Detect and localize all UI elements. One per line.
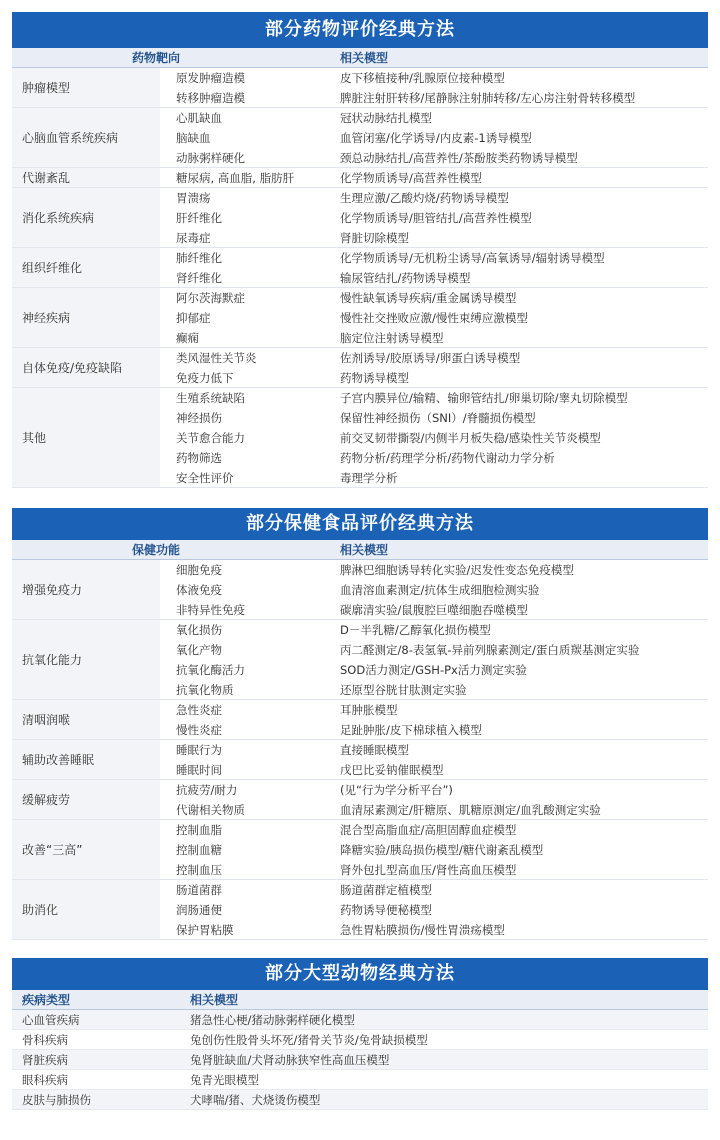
model-cell: 戊巴比妥钠催眠模型 bbox=[340, 763, 444, 777]
model-cell: 化学物质诱导/高营养性模型 bbox=[340, 171, 482, 185]
target-cell: 睡眠时间 bbox=[176, 763, 222, 777]
table-row bbox=[12, 328, 708, 348]
table-row bbox=[12, 88, 708, 108]
model-cell: 皮下移植接种/乳腺原位接种模型 bbox=[340, 71, 505, 85]
health-col2-header: 相关模型 bbox=[340, 543, 389, 557]
table-row bbox=[12, 468, 708, 488]
group-name: 抗氧化能力 bbox=[12, 620, 160, 699]
table-row bbox=[12, 1030, 708, 1050]
group-name: 其他 bbox=[12, 388, 160, 487]
group-block bbox=[12, 700, 708, 740]
model-cell: 还原型谷胱甘肽测定实验 bbox=[340, 683, 467, 697]
table-row bbox=[12, 168, 708, 188]
model-cell: 兔青光眼模型 bbox=[190, 1073, 259, 1087]
model-cell: 猪急性心梗/猪动脉粥样硬化模型 bbox=[190, 1013, 355, 1027]
table-row bbox=[12, 560, 708, 580]
group-block bbox=[12, 288, 708, 348]
target-cell: 保护胃粘膜 bbox=[176, 923, 234, 937]
group-block bbox=[12, 740, 708, 780]
model-cell: 耳肿胀模型 bbox=[340, 703, 398, 717]
model-cell: 足趾肿胀/皮下棉球植入模型 bbox=[340, 723, 482, 737]
target-cell: 润肠通便 bbox=[176, 903, 222, 917]
table-row bbox=[12, 700, 708, 720]
target-cell: 心肌缺血 bbox=[176, 111, 222, 125]
table-row bbox=[12, 288, 708, 308]
target-cell: 代谢相关物质 bbox=[176, 803, 245, 817]
target-cell: 氧化产物 bbox=[176, 643, 222, 657]
group-name: 代谢紊乱 bbox=[12, 168, 160, 187]
target-cell: 药物筛选 bbox=[176, 451, 222, 465]
model-cell: 佐剂诱导/胶原诱导/卵蛋白诱导模型 bbox=[340, 351, 521, 365]
model-cell: 肾脏切除模型 bbox=[340, 231, 409, 245]
health-col1-header: 保健功能 bbox=[132, 543, 181, 557]
target-cell: 肝纤维化 bbox=[176, 211, 222, 225]
model-cell: 子宫内膜异位/输精、输卵管结扎/卵巢切除/睾丸切除模型 bbox=[340, 391, 628, 405]
group-block bbox=[12, 68, 708, 108]
target-cell: 癫痫 bbox=[176, 331, 199, 345]
target-cell: 类风湿性关节炎 bbox=[176, 351, 257, 365]
table-row bbox=[12, 900, 708, 920]
group-block bbox=[12, 388, 708, 488]
table-row bbox=[12, 580, 708, 600]
model-cell: 化学物质诱导/无机粉尘诱导/高氧诱导/辐射诱导模型 bbox=[340, 251, 605, 265]
model-cell: 冠状动脉结扎模型 bbox=[340, 111, 432, 125]
target-cell: 肠道菌群 bbox=[176, 883, 222, 897]
target-cell: 睡眠行为 bbox=[176, 743, 222, 757]
table-row bbox=[12, 128, 708, 148]
table-row bbox=[12, 780, 708, 800]
target-cell: 慢性炎症 bbox=[176, 723, 222, 737]
model-cell: (见“行为学分析平台”) bbox=[340, 783, 453, 797]
large-col1-header: 疾病类型 bbox=[22, 993, 71, 1007]
target-cell: 生殖系统缺陷 bbox=[176, 391, 245, 405]
group-block bbox=[12, 188, 708, 248]
table-row bbox=[12, 680, 708, 700]
drug-col2-header: 相关模型 bbox=[340, 51, 389, 65]
target-cell: 原发肿瘤造模 bbox=[176, 71, 245, 85]
group-name: 神经疾病 bbox=[12, 288, 160, 347]
table-row bbox=[12, 620, 708, 640]
model-cell: 兔肾脏缺血/犬肾动脉狭窄性高血压模型 bbox=[190, 1053, 390, 1067]
large-animal-section bbox=[12, 958, 708, 1110]
table-row bbox=[12, 600, 708, 620]
table-row bbox=[12, 268, 708, 288]
group-name: 助消化 bbox=[12, 880, 160, 939]
group-name: 清咽润喉 bbox=[12, 700, 160, 739]
table-row bbox=[12, 388, 708, 408]
model-cell: 药物诱导模型 bbox=[340, 371, 409, 385]
target-cell: 抗氧化物质 bbox=[176, 683, 234, 697]
table-row bbox=[12, 428, 708, 448]
model-cell: 脾脏注射肝转移/尾静脉注射肺转移/左心房注射骨转移模型 bbox=[340, 91, 636, 105]
table-row bbox=[12, 1050, 708, 1070]
model-cell: 兔创伤性股骨头坏死/猪骨关节炎/兔骨缺损模型 bbox=[190, 1033, 428, 1047]
table-row bbox=[12, 840, 708, 860]
target-cell: 控制血糖 bbox=[176, 843, 222, 857]
model-cell: 犬哮喘/猪、犬烧烫伤模型 bbox=[190, 1093, 321, 1107]
table-row bbox=[12, 860, 708, 880]
large-col2-header: 相关模型 bbox=[190, 993, 239, 1007]
table-row bbox=[12, 1010, 708, 1030]
model-cell: 药物分析/药理学分析/药物代谢动力学分析 bbox=[340, 451, 555, 465]
model-cell: 血清溶血素测定/抗体生成细胞检测实验 bbox=[340, 583, 540, 597]
disease-type-cell: 心血管疾病 bbox=[22, 1013, 80, 1027]
model-cell: 混合型高脂血症/高胆固醇血症模型 bbox=[340, 823, 517, 837]
group-block bbox=[12, 820, 708, 880]
table-row bbox=[12, 208, 708, 228]
target-cell: 胃溃疡 bbox=[176, 191, 211, 205]
target-cell: 氧化损伤 bbox=[176, 623, 222, 637]
group-block bbox=[12, 348, 708, 388]
model-cell: D－半乳糖/乙醇氧化损伤模型 bbox=[340, 623, 491, 637]
group-block bbox=[12, 560, 708, 620]
target-cell: 肺纤维化 bbox=[176, 251, 222, 265]
table-row bbox=[12, 760, 708, 780]
drug-table-body bbox=[12, 68, 708, 488]
target-cell: 神经损伤 bbox=[176, 411, 222, 425]
model-cell: 急性胃粘膜损伤/慢性胃溃疡模型 bbox=[340, 923, 505, 937]
target-cell: 安全性评价 bbox=[176, 471, 234, 485]
target-cell: 糖尿病, 高血脂, 脂肪肝 bbox=[176, 171, 295, 185]
table-row bbox=[12, 800, 708, 820]
target-cell: 尿毒症 bbox=[176, 231, 211, 245]
disease-type-cell: 肾脏疾病 bbox=[22, 1053, 68, 1067]
table-row bbox=[12, 68, 708, 88]
target-cell: 细胞免疫 bbox=[176, 563, 222, 577]
group-block bbox=[12, 168, 708, 188]
model-cell: 碳廓清实验/鼠腹腔巨噬细胞吞噬模型 bbox=[340, 603, 528, 617]
disease-type-cell: 皮肤与肺损伤 bbox=[22, 1093, 91, 1107]
target-cell: 肾纤维化 bbox=[176, 271, 222, 285]
model-cell: 保留性神经损伤（SNI）/脊髓损伤模型 bbox=[340, 411, 536, 425]
target-cell: 控制血压 bbox=[176, 863, 222, 877]
large-section-title: 部分大型动物经典方法 bbox=[12, 958, 708, 990]
model-cell: 化学物质诱导/胆管结扎/高营养性模型 bbox=[340, 211, 532, 225]
group-name: 辅助改善睡眠 bbox=[12, 740, 160, 779]
table-row bbox=[12, 408, 708, 428]
model-cell: 血清尿素测定/肝糖原、肌糖原测定/血乳酸测定实验 bbox=[340, 803, 601, 817]
drug-col1-header: 药物靶向 bbox=[132, 51, 181, 65]
model-cell: 血管闭塞/化学诱导/内皮素-1诱导模型 bbox=[340, 131, 532, 145]
group-block bbox=[12, 248, 708, 288]
target-cell: 转移肿瘤造模 bbox=[176, 91, 245, 105]
model-cell: 降糖实验/胰岛损伤模型/糖代谢紊乱模型 bbox=[340, 843, 544, 857]
table-row bbox=[12, 188, 708, 208]
table-row bbox=[12, 660, 708, 680]
table-row bbox=[12, 920, 708, 940]
model-cell: 生理应激/乙酸灼烧/药物诱导模型 bbox=[340, 191, 509, 205]
disease-type-cell: 眼科疾病 bbox=[22, 1073, 68, 1087]
target-cell: 控制血脂 bbox=[176, 823, 222, 837]
group-name: 缓解疲劳 bbox=[12, 780, 160, 819]
model-cell: 直接睡眠模型 bbox=[340, 743, 409, 757]
table-row bbox=[12, 308, 708, 328]
table-row bbox=[12, 880, 708, 900]
group-block bbox=[12, 880, 708, 940]
group-name: 心脑血管系统疾病 bbox=[12, 108, 160, 167]
table-row bbox=[12, 368, 708, 388]
large-column-header bbox=[12, 990, 708, 1010]
group-name: 消化系统疾病 bbox=[12, 188, 160, 247]
target-cell: 脑缺血 bbox=[176, 131, 211, 145]
table-row bbox=[12, 720, 708, 740]
disease-type-cell: 骨科疾病 bbox=[22, 1033, 68, 1047]
table-row bbox=[12, 640, 708, 660]
drug-section-title: 部分药物评价经典方法 bbox=[12, 12, 708, 48]
health-food-section bbox=[12, 508, 708, 940]
table-row bbox=[12, 1090, 708, 1110]
target-cell: 急性炎症 bbox=[176, 703, 222, 717]
group-name: 改善“三高” bbox=[12, 820, 160, 879]
table-row bbox=[12, 1070, 708, 1090]
model-cell: SOD活力测定/GSH-Px活力测定实验 bbox=[340, 663, 527, 677]
group-name: 组织纤维化 bbox=[12, 248, 160, 287]
group-block bbox=[12, 780, 708, 820]
group-name: 肿瘤模型 bbox=[12, 68, 160, 107]
target-cell: 非特异性免疫 bbox=[176, 603, 245, 617]
health-column-header bbox=[12, 540, 708, 560]
model-cell: 慢性社交挫败应激/慢性束缚应激模型 bbox=[340, 311, 528, 325]
target-cell: 体液免疫 bbox=[176, 583, 222, 597]
drug-evaluation-section bbox=[12, 12, 708, 488]
target-cell: 动脉粥样硬化 bbox=[176, 151, 245, 165]
model-cell: 脑定位注射诱导模型 bbox=[340, 331, 444, 345]
group-block bbox=[12, 620, 708, 700]
model-cell: 前交叉韧带撕裂/内侧半月板失稳/感染性关节炎模型 bbox=[340, 431, 601, 445]
model-cell: 颈总动脉结扎/高营养性/茶酚胺类药物诱导模型 bbox=[340, 151, 578, 165]
target-cell: 关节愈合能力 bbox=[176, 431, 245, 445]
table-row bbox=[12, 248, 708, 268]
table-row bbox=[12, 228, 708, 248]
table-row bbox=[12, 740, 708, 760]
model-cell: 丙二醛测定/8-表氢氧-异前列腺素测定/蛋白质羰基测定实验 bbox=[340, 643, 640, 657]
group-name: 自体免疫/免疫缺陷 bbox=[12, 348, 160, 387]
model-cell: 慢性缺氧诱导疾病/重金属诱导模型 bbox=[340, 291, 517, 305]
table-row bbox=[12, 448, 708, 468]
target-cell: 抗氧化酶活力 bbox=[176, 663, 245, 677]
table-row bbox=[12, 348, 708, 368]
health-table-body bbox=[12, 560, 708, 940]
large-table-body bbox=[12, 1010, 708, 1110]
target-cell: 阿尔茨海默症 bbox=[176, 291, 245, 305]
model-cell: 脾淋巴细胞诱导转化实验/迟发性变态免疫模型 bbox=[340, 563, 574, 577]
group-block bbox=[12, 108, 708, 168]
model-cell: 毒理学分析 bbox=[340, 471, 398, 485]
model-cell: 肠道菌群定植模型 bbox=[340, 883, 432, 897]
group-name: 增强免疫力 bbox=[12, 560, 160, 619]
table-row bbox=[12, 148, 708, 168]
table-row bbox=[12, 820, 708, 840]
health-section-title: 部分保健食品评价经典方法 bbox=[12, 508, 708, 540]
drug-column-header bbox=[12, 48, 708, 68]
target-cell: 抑郁症 bbox=[176, 311, 211, 325]
model-cell: 肾外包扎型高血压/肾性高血压模型 bbox=[340, 863, 517, 877]
table-row bbox=[12, 108, 708, 128]
model-cell: 药物诱导便秘模型 bbox=[340, 903, 432, 917]
target-cell: 抗疲劳/耐力 bbox=[176, 783, 238, 797]
model-cell: 输尿管结扎/药物诱导模型 bbox=[340, 271, 471, 285]
target-cell: 免疫力低下 bbox=[176, 371, 234, 385]
